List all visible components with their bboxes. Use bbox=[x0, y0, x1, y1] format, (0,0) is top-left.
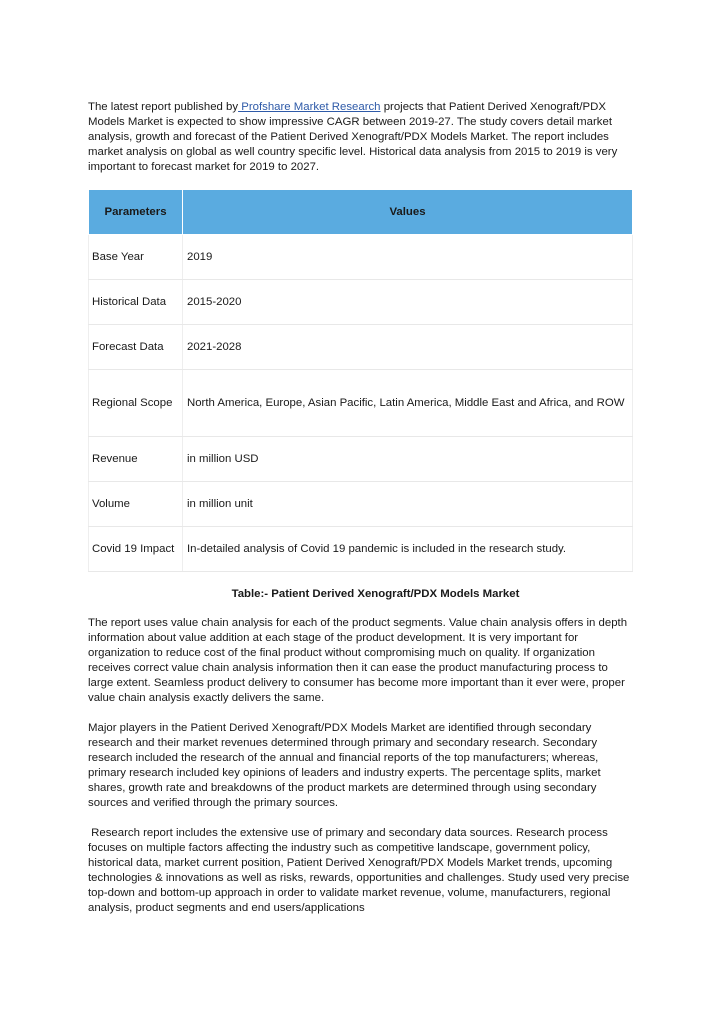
parameters-table bbox=[88, 189, 633, 572]
intro-text-end: projects that Patient Derived Xenograft/PDX Models Market is expected to show impressive CAGR between 2019-27. The study covers detail market analysis, growth and forecast of the Patient Derived Xenograft/PDX Models Market. The report includes market analysis on global as well country specific level. Historical data analysis from 2015 to 2019 is very important to forecast market for 2019 to 2027. bbox=[88, 101, 618, 173]
body-paragraph: Major players in the Patient Derived Xenograft/PDX Models Market are identified through secondary research and their market revenues determined through primary and secondary research. Secondary research included the research of the annual and financial reports of the top manufacturers; whereas, primary research included key opinions of leaders and industry experts. The percentage splits, market shares, growth rate and breakdowns of the product markets are determined through using secondary sources and verified through the primary sources. bbox=[88, 722, 601, 809]
row-value: 2021-2028 bbox=[183, 325, 633, 370]
table-row bbox=[89, 235, 633, 280]
row-param: Revenue bbox=[89, 437, 183, 482]
table-row bbox=[89, 280, 633, 325]
header-values: Values bbox=[183, 190, 633, 235]
row-param: Historical Data bbox=[89, 280, 183, 325]
table-row bbox=[89, 437, 633, 482]
row-value: 2015-2020 bbox=[183, 280, 633, 325]
intro-text-start: The latest report published by bbox=[88, 101, 239, 113]
row-param: Covid 19 Impact bbox=[89, 527, 183, 572]
table-caption: Table:- Patient Derived Xenograft/PDX Models Market bbox=[231, 588, 520, 600]
intro-paragraph bbox=[88, 100, 633, 175]
row-value: In-detailed analysis of Covid 19 pandemic is included in the research study. bbox=[183, 527, 633, 572]
table-header-row bbox=[89, 190, 633, 235]
row-value: 2019 bbox=[183, 235, 633, 280]
table-row bbox=[89, 482, 633, 527]
document-page bbox=[88, 100, 633, 931]
table-row bbox=[89, 325, 633, 370]
row-param: Base Year bbox=[89, 235, 183, 280]
body-paragraph: Research report includes the extensive use of primary and secondary data sources. Research process focuses on multiple factors affecting the industry such as competitive landscape, government policy, historical data, market current position, Patient Derived Xenograft/PDX Models Market trends, upcoming technologies & innovations as well as risks, rewards, opportunities and challenges. Study used very precise top-down and bottom-up approach in order to validate market revenue, volume, manufacturers, regional analysis, product segments and end users/applications bbox=[88, 827, 633, 914]
row-value: in million unit bbox=[183, 482, 633, 527]
table-row bbox=[89, 527, 633, 572]
header-parameters: Parameters bbox=[89, 190, 183, 235]
row-param: Volume bbox=[89, 482, 183, 527]
row-param: Forecast Data bbox=[89, 325, 183, 370]
row-value: North America, Europe, Asian Pacific, Latin America, Middle East and Africa, and ROW bbox=[183, 370, 633, 437]
profshare-link[interactable]: Profshare Market Research bbox=[238, 101, 381, 113]
row-value: in million USD bbox=[183, 437, 633, 482]
body-paragraph: The report uses value chain analysis for each of the product segments. Value chain analysis offers in depth information about value addition at each stage of the product development. It is very important for organization to reduce cost of the final product without compromising much on quality. If organization receives correct value chain analysis information then it can ease the product manufacturing process to large extent. Seamless product delivery to consumer has become more important than it ever were, proper value chain analysis exactly delivers the same. bbox=[88, 617, 628, 704]
row-param: Regional Scope bbox=[89, 370, 183, 437]
table-row bbox=[89, 370, 633, 437]
